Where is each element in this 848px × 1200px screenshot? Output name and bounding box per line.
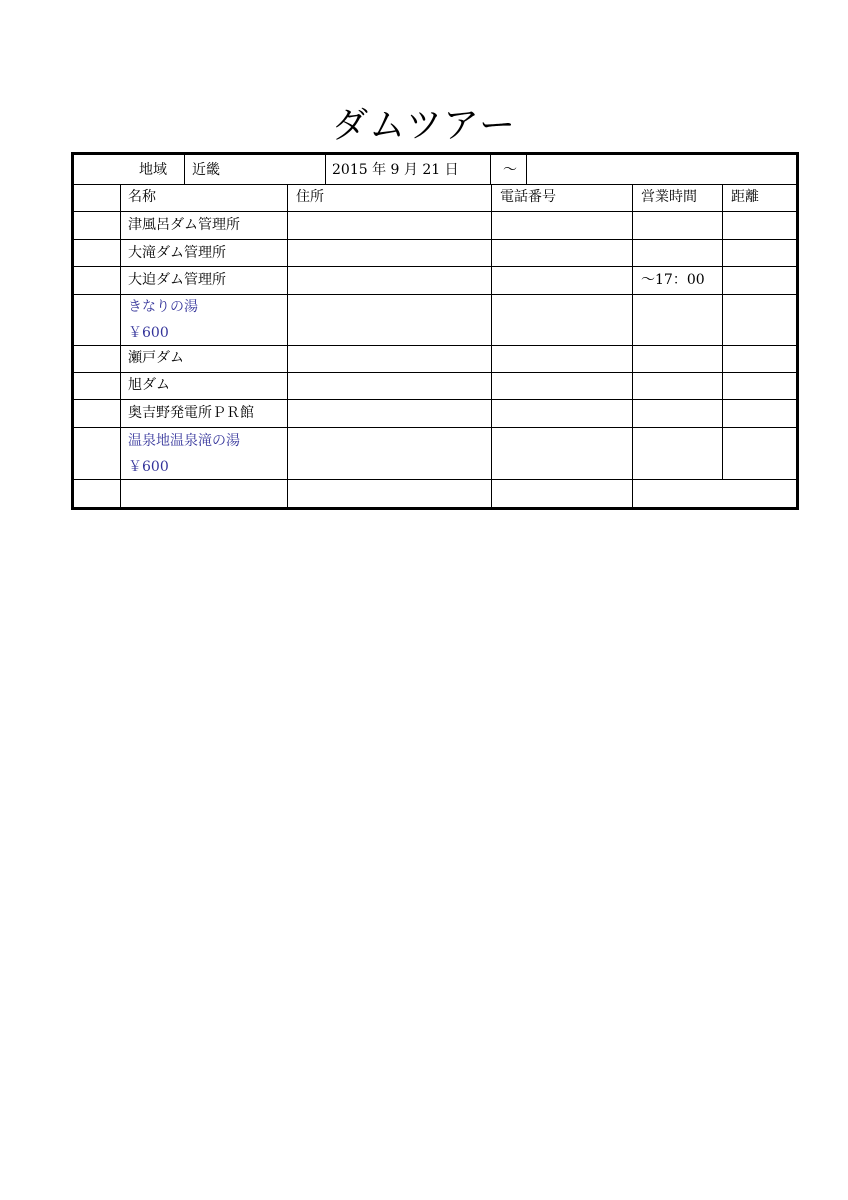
itinerary-table <box>71 152 799 510</box>
column-divider <box>632 184 633 507</box>
column-divider <box>287 184 288 507</box>
column-divider <box>325 155 326 184</box>
row-divider <box>74 266 796 267</box>
row-divider <box>74 372 796 373</box>
table-row-name: 奥吉野発電所ＰＲ館 <box>128 405 254 421</box>
region-label: 地域 <box>139 162 167 178</box>
column-divider <box>722 184 723 480</box>
column-divider <box>120 184 121 507</box>
table-row-hours <box>641 240 723 267</box>
column-header-distance: 距離 <box>731 189 759 205</box>
table-row-hours <box>641 372 723 399</box>
table-row-name: 旭ダム <box>128 377 170 393</box>
column-divider <box>490 155 491 184</box>
table-row-price: ￥600 <box>128 325 169 341</box>
table-row-price: ￥600 <box>128 459 169 475</box>
column-header-address: 住所 <box>296 189 324 205</box>
document-title: ダムツアー <box>332 105 516 146</box>
column-divider <box>184 155 185 184</box>
row-divider <box>74 239 796 240</box>
table-row-hours <box>641 400 723 427</box>
column-divider <box>526 155 527 184</box>
table-row-name: 瀬戸ダム <box>128 350 184 366</box>
table-row-hours <box>641 212 723 239</box>
row-divider <box>74 479 796 480</box>
row-divider <box>74 184 796 185</box>
table-row-hours <box>641 428 723 455</box>
row-divider <box>74 345 796 346</box>
table-row-name: きなりの湯 <box>128 299 198 315</box>
table-row-name: 温泉地温泉滝の湯 <box>128 433 240 449</box>
table-row-name: 大迫ダム管理所 <box>128 272 226 288</box>
column-header-hours: 営業時間 <box>641 189 697 205</box>
row-divider <box>74 211 796 212</box>
table-row-name: 大滝ダム管理所 <box>128 245 226 261</box>
column-header-phone: 電話番号 <box>500 189 556 205</box>
row-divider <box>74 427 796 428</box>
table-row-hours <box>641 294 723 321</box>
column-header-name: 名称 <box>128 189 156 205</box>
table-row-name: 津風呂ダム管理所 <box>128 217 240 233</box>
region-value: 近畿 <box>192 162 220 178</box>
column-divider <box>491 184 492 507</box>
table-row-name <box>128 480 292 507</box>
date-range-separator: ～ <box>503 162 517 178</box>
table-row-hours: ～17：00 <box>641 272 705 288</box>
row-divider <box>74 399 796 400</box>
table-row-hours <box>641 345 723 372</box>
date-range-end <box>532 156 792 184</box>
tour-date: 2015 年 9 月 21 日 <box>332 162 459 178</box>
row-divider <box>74 294 796 295</box>
